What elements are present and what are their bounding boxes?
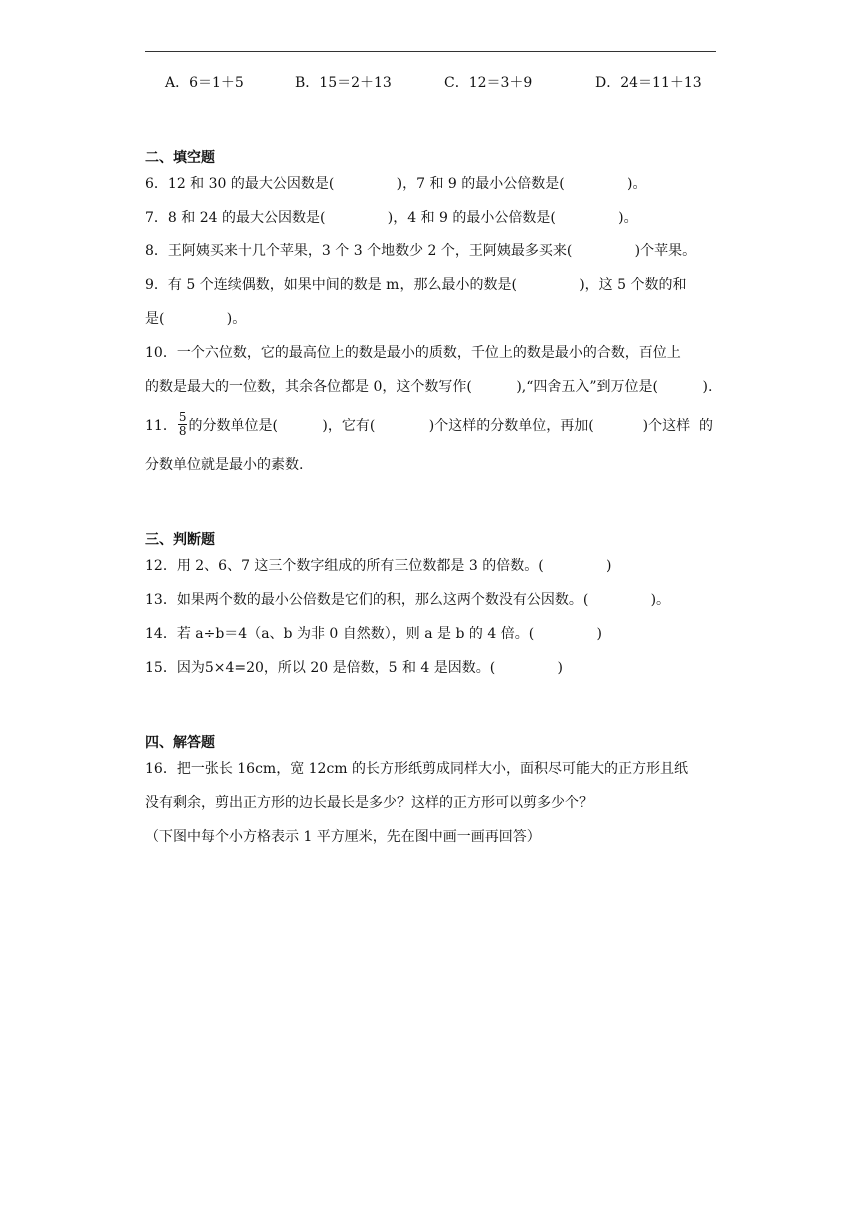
question-16-line-1: 16．把一张长 16cm，宽 12cm 的长方形纸剪成同样大小，面积尽可能大的正方形且纸 [145,761,689,777]
question-16-line-2: 没有剩余，剪出正方形的边长最长是多少？这样的正方形可以剪多少个？ [145,795,593,811]
question-11-line-2: 分数单位就是最小的素数. [145,457,304,473]
choice-options-row [0,72,860,94]
choice-d: D．24＝11＋13 [595,75,702,91]
question-15: 15．因为5×4=20，所以 20 是倍数，5 和 4 是因数。( ) [145,660,564,676]
question-16-note: （下图中每个小方格表示 1 平方厘米，先在图中画一画再回答） [145,829,541,845]
question-8: 8．王阿姨买来十几个苹果，3 个 3 个地数少 2 个，王阿姨最多买来( )个苹果。 [145,243,697,259]
header-divider [145,51,716,52]
question-10-line-1: 10．一个六位数，它的最高位上的数是最小的质数，千位上的数是最小的合数，百位上 [145,345,681,361]
fraction-five-eighths [178,411,188,438]
question-9-line-1: 9．有 5 个连续偶数，如果中间的数是 m，那么最小的数是( )，这 5 个数的和 [145,277,687,293]
choice-a: A．6＝1＋5 [165,75,244,91]
question-13: 13．如果两个数的最小公倍数是它们的积，那么这两个数没有公因数。( )。 [145,592,671,608]
fraction-denominator: 8 [178,423,187,438]
fraction-numerator: 5 [178,409,187,424]
question-11-text: 的分数单位是( )，它有( )个这样的分数单位，再加( )个这样 的 [188,418,713,434]
question-11-line-1 [145,409,713,440]
choice-b: B．15＝2＋13 [295,75,392,91]
question-9-line-2: 是( )。 [145,311,247,327]
question-10-line-2: 的数是最大的一位数，其余各位都是 0，这个数写作( ),“四舍五入”到万位是( ). [145,379,713,395]
choice-c: C．12＝3＋9 [444,75,533,91]
question-11-number: 11． [145,418,177,434]
question-6: 6．12 和 30 的最大公因数是( )，7 和 9 的最小公倍数是( )。 [145,176,647,192]
section-fill-in-title: 二、填空题 [145,150,215,166]
question-14: 14．若 a÷b＝4（a、b 为非 0 自然数），则 a 是 b 的 4 倍。( ) [145,626,602,642]
section-true-false-title: 三、判断题 [145,532,215,548]
section-word-problem-title: 四、解答题 [145,735,215,751]
question-7: 7．8 和 24 的最大公因数是( )，4 和 9 的最小公倍数是( )。 [145,210,638,226]
question-12: 12．用 2、6、7 这三个数字组成的所有三位数都是 3 的倍数。( ) [145,558,612,574]
